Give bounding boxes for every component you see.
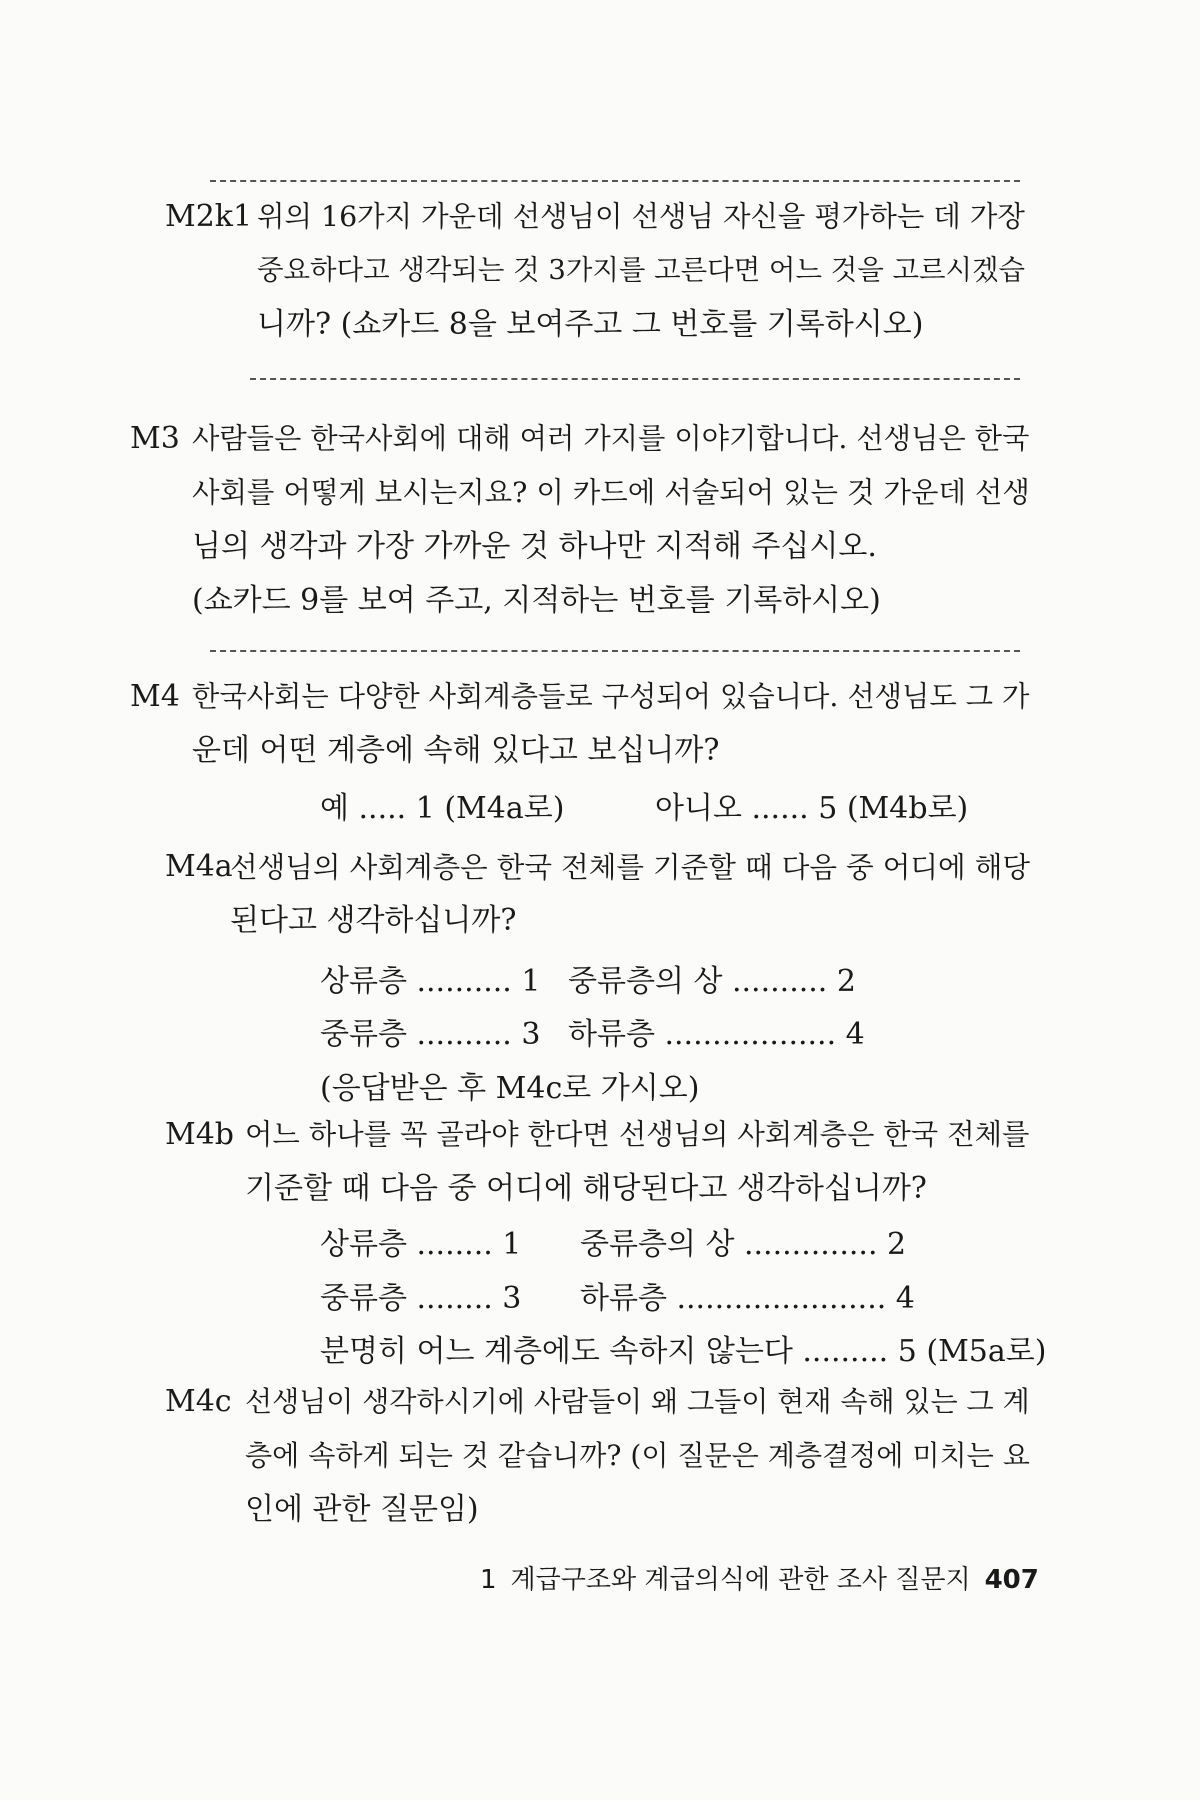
answer-option: 상류층 ........ 1 [320, 1227, 522, 1262]
answer-option: 아니오 ...... 5 (M4b로) [655, 791, 969, 826]
text-line: 사람들은 한국사회에 대해 여러 가지를 이야기합니다. 선생님은 한국 [192, 422, 1030, 455]
text-line: 층에 속하게 되는 것 같습니까? (이 질문은 계층결정에 미치는 요 [245, 1439, 1030, 1472]
question-m3 [130, 412, 1030, 632]
answer-option: 하류층 .................. 4 [568, 1017, 865, 1052]
answer-option: 하류층 ...................... 4 [580, 1281, 915, 1316]
answer-option: 중류층 .......... 3 [320, 1017, 541, 1052]
page-footer [480, 1560, 1039, 1600]
text-line: 선생님이 생각하시기에 사람들이 왜 그들이 현재 속해 있는 그 계 [245, 1385, 1030, 1418]
text-line: 위의 16가지 가운데 선생님이 선생님 자신을 평가하는 데 가장 [257, 200, 1025, 233]
question-id: M4 [130, 679, 180, 714]
question-text [192, 412, 1030, 628]
question-text [230, 840, 1030, 948]
text-line: 님의 생각과 가장 가까운 것 하나만 지적해 주십시오. [192, 529, 877, 564]
answer-option: 상류층 .......... 1 [320, 964, 541, 999]
question-id: M2k1 [165, 199, 253, 234]
question-id: M4a [165, 849, 233, 884]
question-text [245, 1375, 1030, 1537]
text-line: 중요하다고 생각되는 것 3가지를 고른다면 어느 것을 고르시겠습 [257, 255, 1026, 286]
text-line: 운데 어떤 계층에 속해 있다고 보십니까? [192, 733, 720, 768]
dashed-divider [210, 180, 1020, 182]
answer-option: 중류층의 상 .......... 2 [568, 964, 856, 999]
text-line: (쇼카드 9를 보여 주고, 지적하는 번호를 기록하시오) [192, 583, 881, 618]
question-m2k1 [165, 190, 1025, 360]
question-text [245, 1108, 1030, 1216]
dashed-divider [210, 650, 1020, 652]
text-line: 된다고 생각하십니까? [230, 903, 517, 938]
question-m4b [165, 1108, 1030, 1218]
chapter-number: 1 [480, 1565, 497, 1595]
instruction-note: (응답받은 후 M4c로 가시오) [320, 1071, 700, 1106]
question-id: M4b [165, 1117, 235, 1152]
text-line: 한국사회는 다양한 사회계층들로 구성되어 있습니다. 선생님도 그 가 [192, 680, 1030, 713]
text-line: 인에 관한 질문임) [245, 1492, 479, 1527]
question-m4 [130, 670, 1030, 780]
question-text [257, 190, 1025, 352]
question-id: M3 [130, 421, 180, 456]
text-line: 니까? (쇼카드 8을 보여주고 그 번호를 기록하시오) [257, 307, 924, 342]
text-line: 기준할 때 다음 중 어디에 해당된다고 생각하십니까? [245, 1171, 927, 1206]
question-m4a [165, 840, 1030, 950]
answer-option: 예 ..... 1 (M4a로) [320, 791, 565, 826]
page-number: 407 [984, 1565, 1039, 1595]
answer-option: 분명히 어느 계층에도 속하지 않는다 ......... 5 (M5a로) [320, 1334, 1047, 1369]
running-title: 계급구조와 계급의식에 관한 조사 질문지 [510, 1565, 971, 1595]
answer-option: 중류층 ........ 3 [320, 1281, 522, 1316]
text-line: 어느 하나를 꼭 골라야 한다면 선생님의 사회계층은 한국 전체를 [245, 1118, 1030, 1151]
text-line: 사회를 어떻게 보시는지요? 이 카드에 서술되어 있는 것 가운데 선생 [192, 476, 1030, 509]
question-text [192, 670, 1030, 778]
answer-option: 중류층의 상 .............. 2 [580, 1227, 907, 1262]
text-line: 선생님의 사회계층은 한국 전체를 기준할 때 다음 중 어디에 해당 [230, 850, 1030, 884]
dashed-divider [250, 378, 1020, 380]
question-id: M4c [165, 1384, 232, 1419]
question-m4c [165, 1375, 1030, 1545]
